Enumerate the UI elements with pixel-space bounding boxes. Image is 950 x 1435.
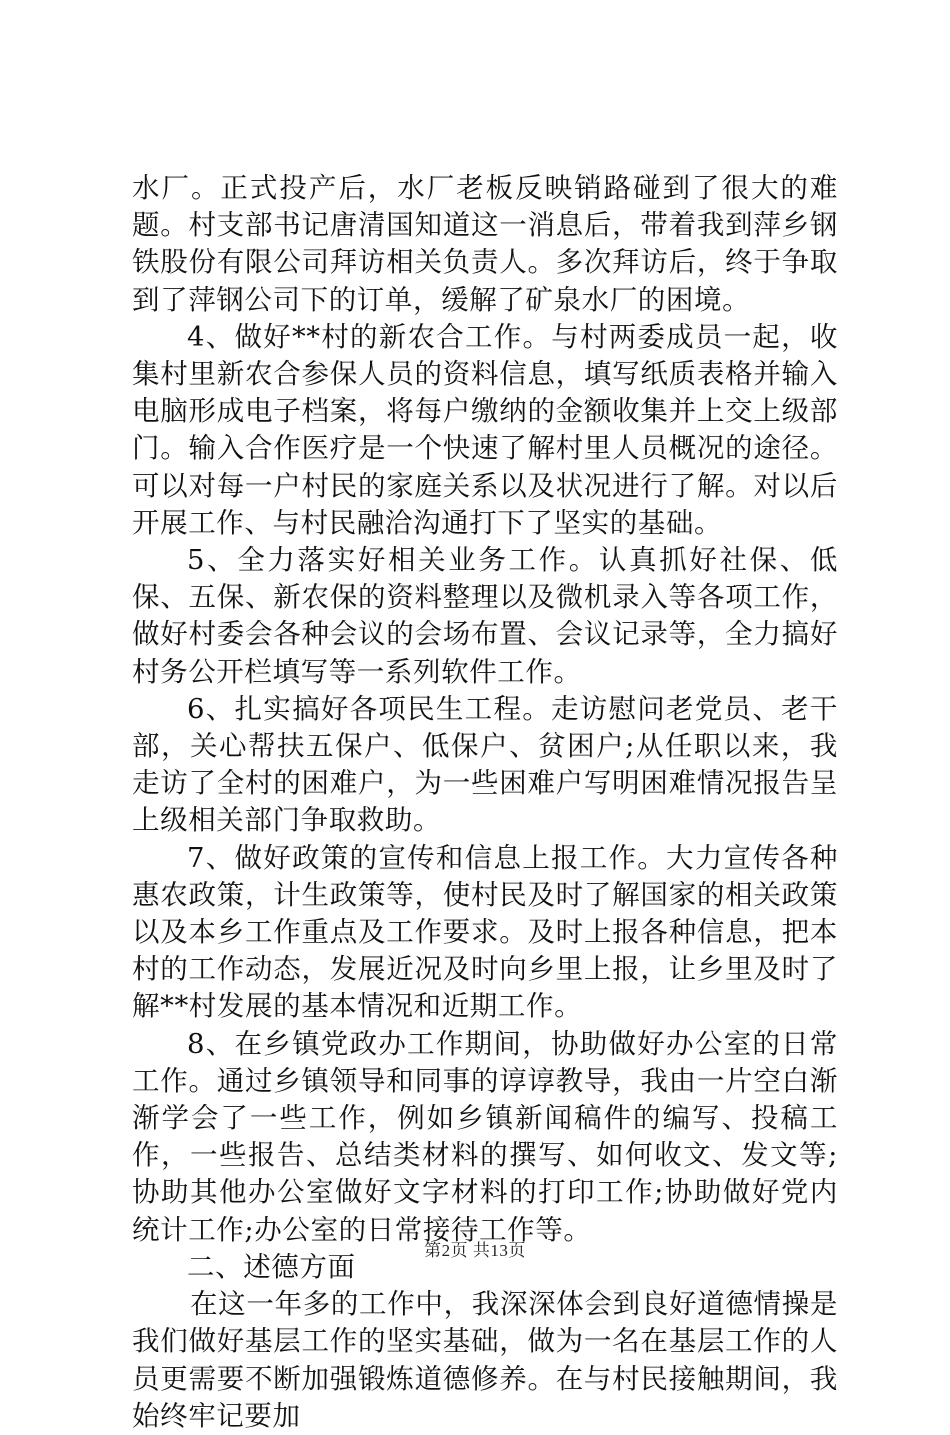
paragraph-continuation: 水厂。正式投产后，水厂老板反映销路碰到了很大的难题。村支部书记唐清国知道这一消息后，带着我到萍乡钢铁股份有限公司拜访相关负责人。多次拜访后，终于争取到了萍钢公司下的订单，缓解了矿泉水厂的困境。 bbox=[132, 172, 838, 316]
paragraph-item-6: 6、扎实搞好各项民生工程。走访慰问老党员、老干部，关心帮扶五保户、低保户、贫困户;从任职以来，我走访了全村的困难户，为一些困难户写明困难情况报告呈上级相关部门争取救助。 bbox=[132, 692, 838, 837]
section-heading: 二、述德方面 bbox=[187, 1250, 356, 1283]
paragraph-item-8: 8、在乡镇党政办工作期间，协助做好办公室的日常工作。通过乡镇领导和同事的谆谆教导，我由一片空白渐渐学会了一些工作，例如乡镇新闻稿件的编写、投稿工作，一些报告、总结类材料的撰写、如何收文、发文等;协助其他办公室做好文字材料的打印工作;协助做好党内统计工作;办公室的日常接待工作等。 bbox=[132, 1027, 838, 1246]
paragraph-item-5: 5、全力落实好相关业务工作。认真抓好社保、低保、五保、新农保的资料整理以及微机录入等各项工作，做好村委会各种会议的会场布置、会议记录等，全力搞好村务公开栏填写等一系列软件工作。 bbox=[132, 544, 838, 688]
page-number-footer: 第2页 共13页 bbox=[424, 1241, 526, 1260]
paragraph-item-7: 7、做好政策的宣传和信息上报工作。大力宣传各种惠农政策，计生政策等，使村民及时了解国家的相关政策以及本乡工作重点及工作要求。及时上报各种信息，把本村的工作动态，发展近况及时向乡里上报，让乡里及时了解**村发展的基本情况和近期工作。 bbox=[132, 841, 838, 1023]
paragraph-section-body: 在这一年多的工作中，我深深体会到良好道德情操是我们做好基层工作的坚实基础，做为一名在基层工作的人员更需要不断加强锻炼道德修养。在与村民接触期间，我始终牢记要加 bbox=[132, 1288, 838, 1432]
paragraph-item-4: 4、做好**村的新农合工作。与村两委成员一起，收集村里新农合参保人员的资料信息，填写纸质表格并输入电脑形成电子档案，将每户缴纳的金额收集并上交上级部门。输入合作医疗是一个快速了解村里人员概况的途径。可以对每一户村民的家庭关系以及状况进行了解。对以后开展工作、与村民融洽沟通打下了坚实的基础。 bbox=[132, 320, 838, 539]
